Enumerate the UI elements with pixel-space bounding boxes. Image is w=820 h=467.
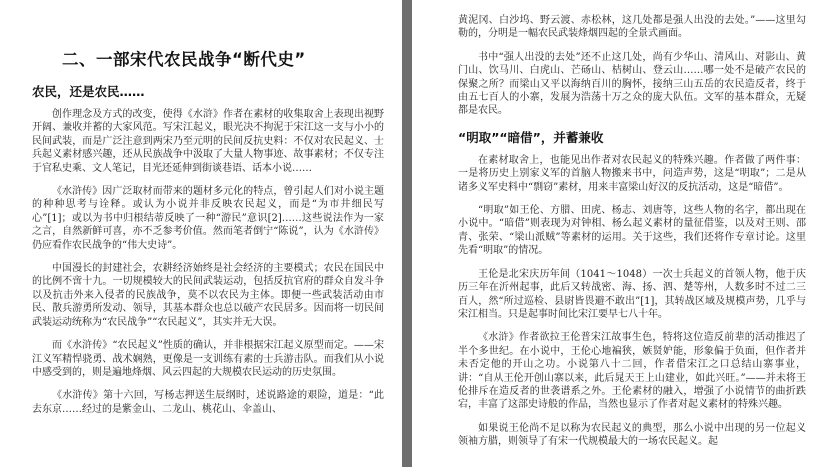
page-left — [0, 0, 402, 467]
paragraph: 黄泥冈、白沙坞、野云渡、赤松林，这几处都是强人出没的去处。”——这里勾勒的，分明是一幅农民武装烽烟四起的全景式画面。 — [458, 15, 806, 40]
section-title-farmers: 农民，还是农民…… — [32, 84, 145, 99]
chapter-title: 二、一部宋代农民战争“断代史” — [62, 50, 306, 69]
paragraph: 书中“强人出没的去处”还不止这几处，尚有少华山、清风山、对影山、黄门山、饮马川、白虎山、芒砀山、桔树山、登云山……哪一处不是破产农民的保聚之所？而梁山又平以海纳百川的胸怀，接纳三山五岳的农民造反者，终于由五七百人的小寨，发展为浩荡十万之众的庞大队伍。文军的基本群众，无疑都是农民。 — [458, 51, 806, 117]
paragraph: 《水浒》作者欲拉王伦普宋江故事生色，特将这位造反前辈的活动推迟了半个多世纪。在小说中，王伦心地褊狭，嫉贤妒能，形象偏于负面，但作者并未否定他的开山之功。小说第八十二回，作者借宋江之口总结山寨事业，讲：“自从王伦开创山寨以来，此后晁天王上山建业，如此兴旺。”——并未将王伦排斥在造反者的世袭谱系之外。王伦素材的融入，增强了小说情节的曲折跌宕，丰富了这部史诗般的作品，当然也显示了作者对起义素材的特殊兴趣。 — [458, 332, 806, 411]
paragraph: 王伦是北宋庆历年间（1041～1048）一次士兵起义的首领人物，他于庆历三年在沂州起事，此后又转战密、海、扬、泗、楚等州，人数多时不过二三百人，然“所过巡检、县尉皆畏避不敢出”[1]，其转战区域及规模声势，几乎与宋江相当。只是起事时间比宋江要早七八十年。 — [458, 268, 806, 320]
right-page-body — [458, 14, 806, 459]
paragraph: 在素材取舍上，也能见出作者对农民起义的特殊兴趣。作者做了两件事：一是将历史上别家义军的首脑人物搬来书中，问造声势，这是“明取”；二是从诸多义军史料中“剽窃”素材，用来丰富梁山好汉的反抗活动，这是“暗借”。 — [458, 154, 806, 193]
paragraph: “明取”如王伦、方腊、田虎、杨志、刘唐等，这些人物的名字，都出现在小说中。“暗借”则表现为对钟相、杨么起义素材的量征借鉴，以及对王则、邵青、张荣、“梁山派贼”等素材的运用。关于这些，我们还将作专章讨论。这里先看“明取”的情况。 — [458, 205, 806, 257]
paragraph: 如果说王伦尚不足以称为农民起义的典型，那么小说中出现的另一位起义领袖方腊，则领导了有宋一代规模最大的一场农民起义。起 — [458, 422, 806, 448]
section-title-borrowing: “明取”“暗借”，并蓄兼收 — [458, 129, 604, 145]
left-page-body — [32, 82, 384, 426]
paragraph: 而《水浒传》“农民起义”性质的确认，并非根据宋江起义原型而定。——宋江义军精悍骁勇、战术娴熟，更像是一支训练有素的士兵游击队。而我们从小说中感受到的，则是遍地烽烟、风云四起的大规模农民运动的历史氛围。 — [32, 340, 384, 378]
paragraph: 中国漫长的封建社会，农耕经济始终是社会经济的主要模式；农民在国民中的比例不啻十九。一切规模较大的民间武装运动，包括反抗官府的群众自发斗争以及抗击外来入侵者的民族战争，莫不以农民为主体。即便一些武装活动由市民、散兵游勇所发动、领导，其基本群众也总以破产农民居多。因而将一切民间武装运动统称为“农民战争”“农民起义”，其实并无大误。 — [32, 263, 384, 328]
paragraph: 创作理念及方式的改变，使得《水浒》作者在素材的收集取舍上表现出视野开阔、兼收并蓄的大家风范。写宋江起义，眼光决不拘泥于宋江这一支与小小的民间武装，而是广泛注意到两宋乃至元明的民间反抗史料：不仅对农民起义、士兵起义素材感兴趣，还从民族战争中汲取了大量人物事迹、故事素材；不仅专注于官私史乘、文人笔记，目光还延伸到街谈巷语、话本小说…… — [32, 109, 384, 174]
paragraph: 《水浒传》因广泛取材而带来的题材多元化的特点，曾引起人们对小说主题的种种思考与诠释。或认为小说并非反映农民起义，而是“为市井细民写心”[1]；或以为书中归根结蒂反映了一种“游民”意识[2]……这些说法作为一家之言，自然新鲜可喜，亦不乏参考价值。然而笔者倒宁“陈说”，认为《水浒传》仍应看作农民战争的“伟大史诗”。 — [32, 186, 384, 251]
paragraph: 《水浒传》第十六回，写杨志押送生辰纲时，述说路途的艰险，道是：“此去东京……经过的是紫金山、二龙山、桃花山、伞盖山、 — [32, 390, 384, 415]
page-right — [412, 0, 820, 467]
